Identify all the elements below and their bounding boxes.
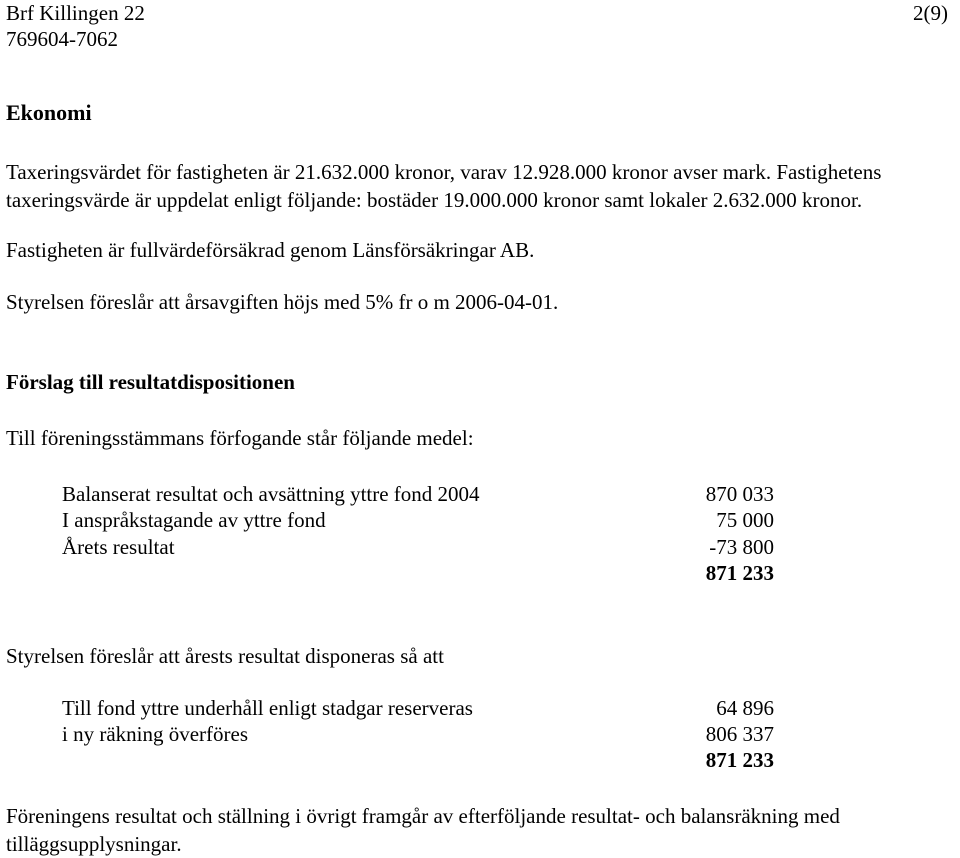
- allocation-row-amount: 806 337: [705, 722, 774, 746]
- disposition-proposal: Styrelsen föreslår att årests resultat disponeras så att: [6, 644, 444, 668]
- allocations-total: 871 233: [705, 748, 774, 772]
- allocation-row: [62, 695, 774, 721]
- funds-row-label: Balanserat resultat och avsättning yttre fond 2004: [62, 482, 480, 506]
- funds-row-amount: 75 000: [716, 508, 774, 532]
- funds-row: [62, 481, 774, 507]
- disposition-intro: Till föreningsstämmans förfogande står följande medel:: [6, 426, 474, 450]
- section-title-economy: Ekonomi: [6, 100, 92, 125]
- allocation-row-label: i ny räkning överföres: [62, 722, 249, 746]
- tax-value-paragraph: [6, 158, 956, 214]
- org-number: 769604-7062: [6, 27, 118, 51]
- org-name: Brf Killingen 22: [6, 1, 145, 25]
- closing-line-1: Föreningens resultat och ställning i övrigt framgår av efterföljande resultat- och balansräkning med: [6, 804, 840, 828]
- page-number: 2(9): [913, 1, 948, 25]
- tax-value-line-1: Taxeringsvärdet för fastigheten är 21.632.000 kronor, varav 12.928.000 kronor avser mark. Fastighetens: [6, 160, 882, 184]
- insurance-text: Fastigheten är fullvärdeförsäkrad genom Länsförsäkringar AB.: [6, 238, 535, 262]
- funds-row-amount: -73 800: [709, 535, 774, 559]
- funds-row: [62, 534, 774, 560]
- funds-row-amount: 870 033: [705, 482, 774, 506]
- funds-total-row: [62, 560, 774, 586]
- allocation-row: [62, 721, 774, 747]
- funds-row-label: Årets resultat: [62, 535, 175, 559]
- closing-line-2: tilläggsupplysningar.: [6, 832, 182, 856]
- section-title-disposition: Förslag till resultatdispositionen: [6, 370, 295, 394]
- funds-row-label: I anspråkstagande av yttre fond: [62, 508, 326, 532]
- tax-value-line-2: taxeringsvärde är uppdelat enligt följande: bostäder 19.000.000 kronor samt lokaler 2.632.000 kronor.: [6, 188, 863, 212]
- allocation-row-amount: 64 896: [716, 696, 774, 720]
- closing-paragraph: [6, 802, 956, 858]
- funds-row: [62, 507, 774, 533]
- allocations-total-row: [62, 747, 774, 773]
- funds-total: 871 233: [705, 561, 774, 585]
- fee-text: Styrelsen föreslår att årsavgiften höjs med 5% fr o m 2006-04-01.: [6, 290, 559, 314]
- allocation-row-label: Till fond yttre underhåll enligt stadgar reserveras: [62, 696, 473, 720]
